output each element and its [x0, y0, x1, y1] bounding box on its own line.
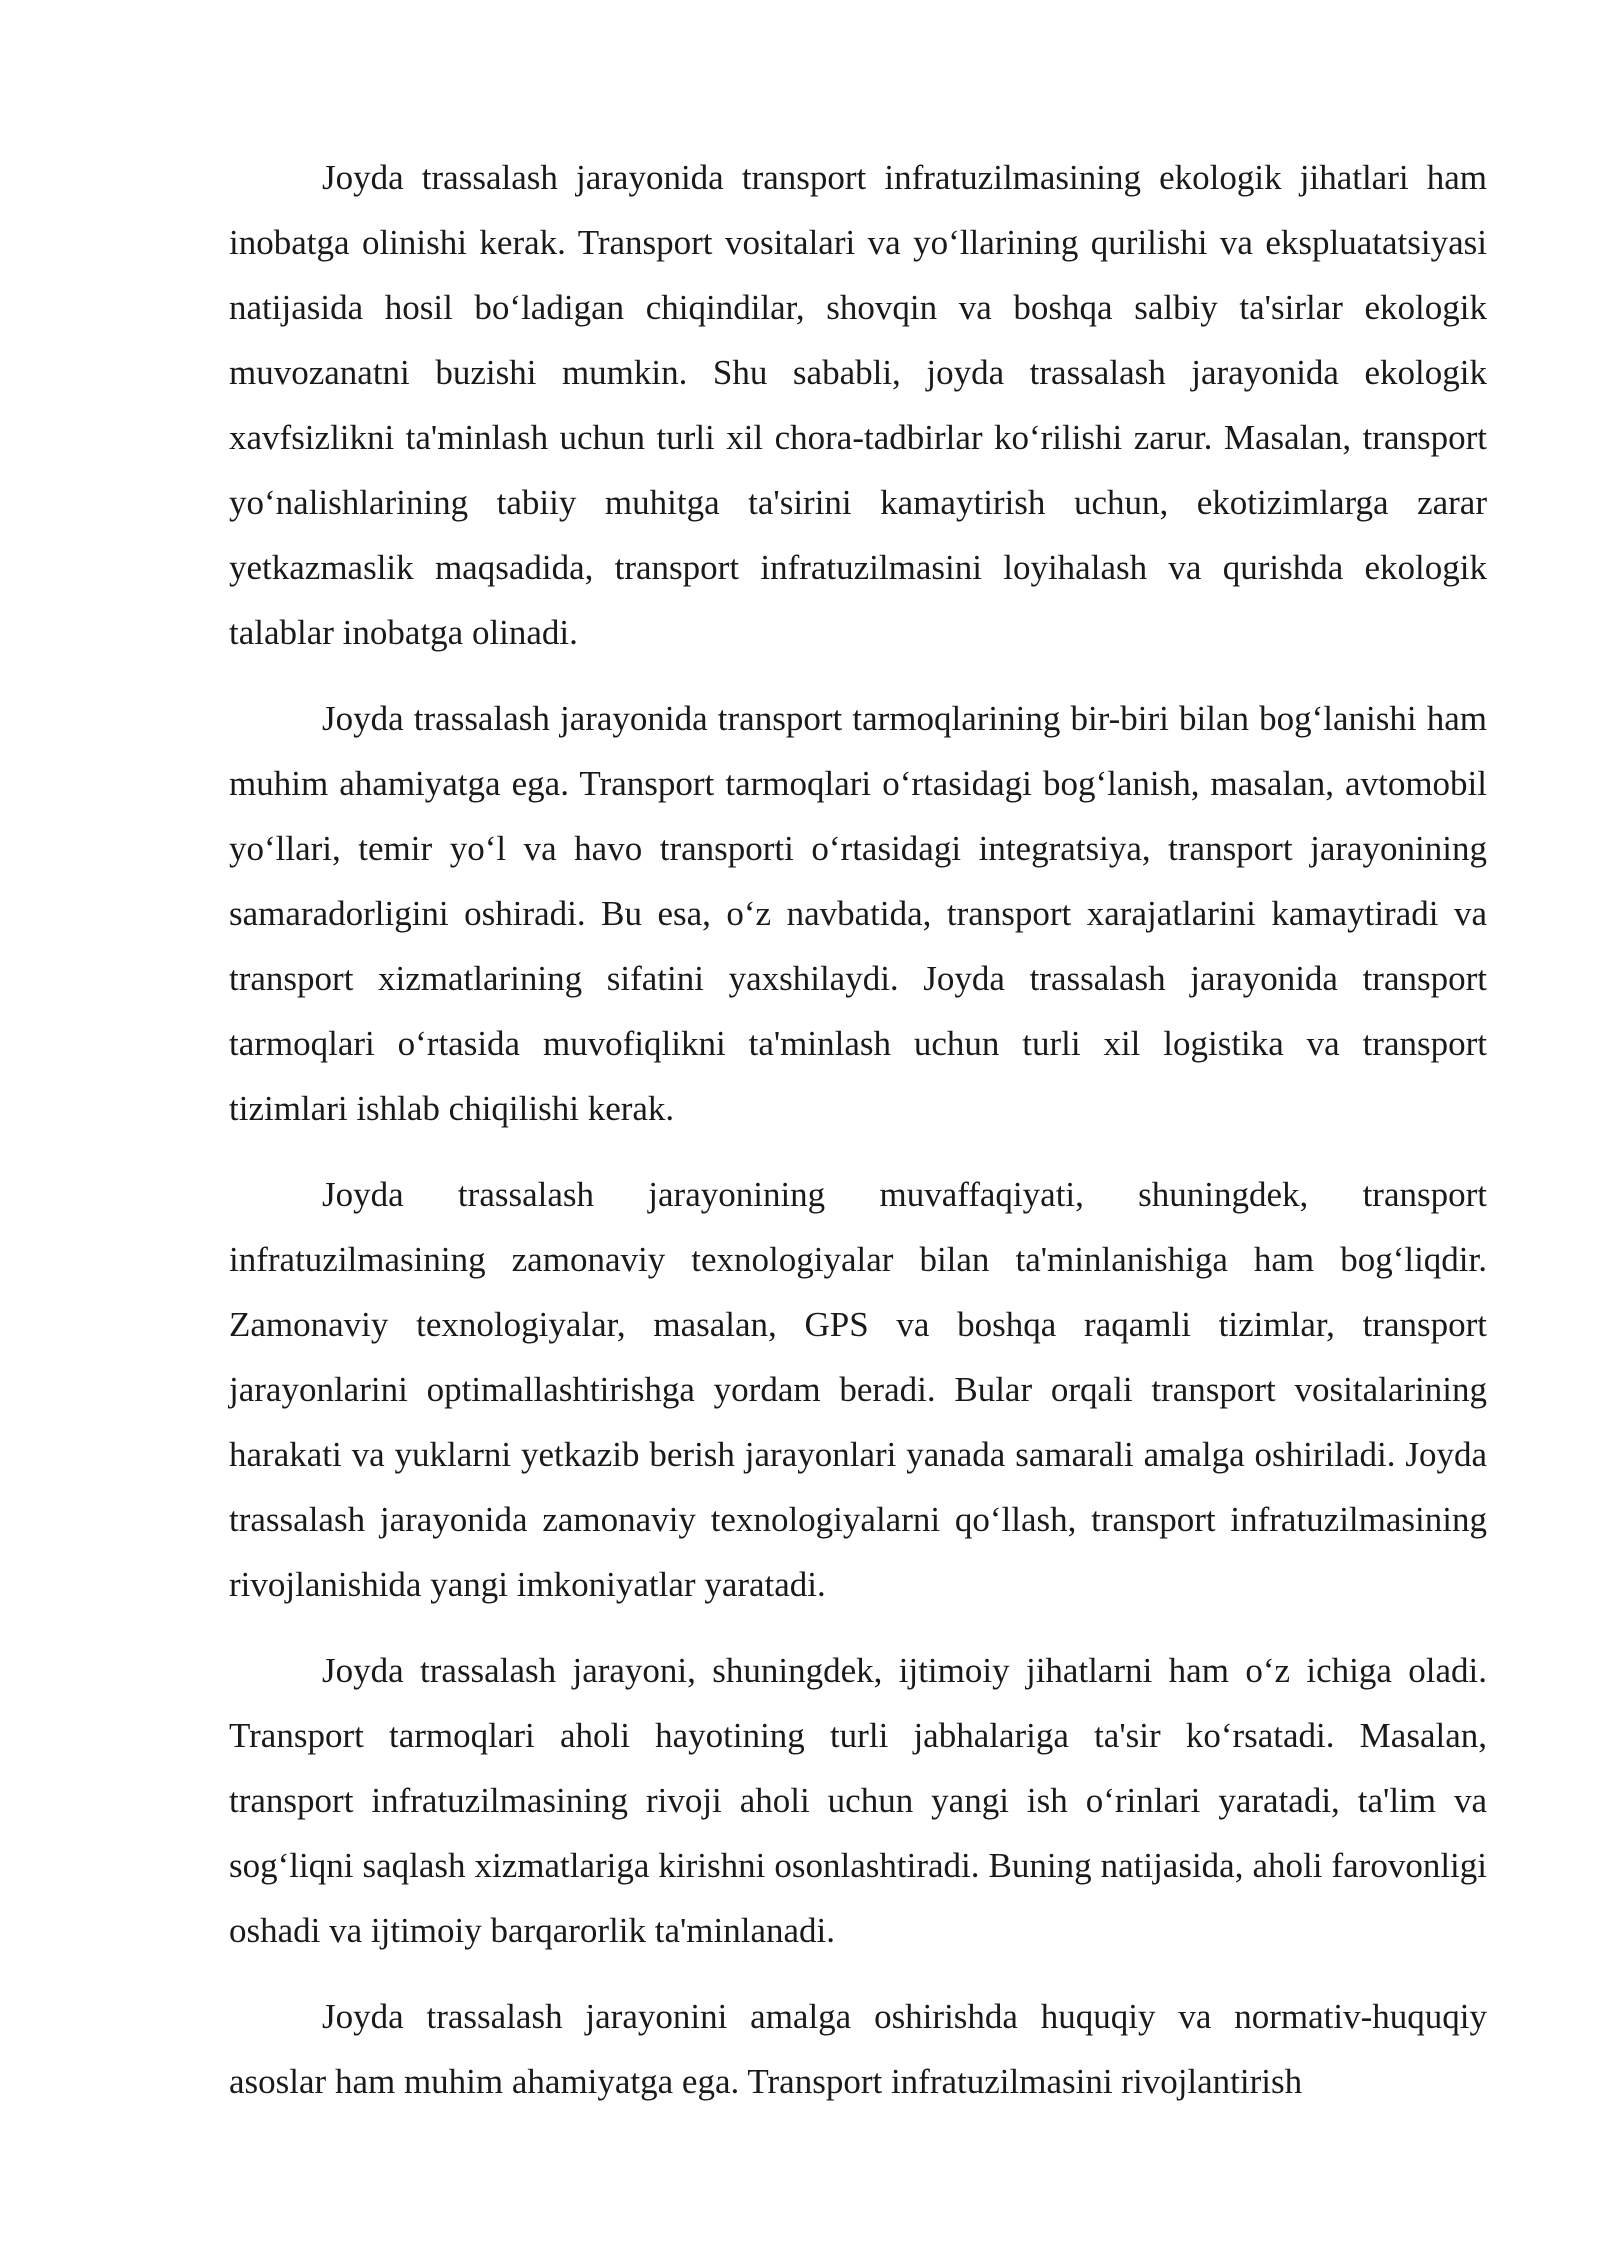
document-body [229, 145, 1487, 2114]
paragraph-network-integration: Joyda trassalash jarayonida transport tarmoqlarining bir-biri bilan bog‘lanishi ham muhim ahamiyatga ega. Transport tarmoqlari o‘rtasidagi bog‘lanish, masalan, avtomobil yo‘llari, temir yo‘l va havo transporti o‘rtasidagi integratsiya, transport jarayonining samaradorligini oshiradi. Bu esa, o‘z navbatida, transport xarajatlarini kamaytiradi va transport xizmatlarining sifatini yaxshilaydi. Joyda trassalash jarayonida transport tarmoqlari o‘rtasida muvofiqlikni ta'minlash uchun turli xil logistika va transport tizimlari ishlab chiqilishi kerak. [229, 699, 1487, 1128]
paragraph-legal-basis: Joyda trassalash jarayonini amalga oshirishda huquqiy va normativ-huquqiy asoslar ham muhim ahamiyatga ega. Transport infratuzilmasini rivojlantirish [229, 1997, 1487, 2101]
paragraph-modern-technology: Joyda trassalash jarayonining muvaffaqiyati, shuningdek, transport infratuzilmasining zamonaviy texnologiyalar bilan ta'minlanishiga ham bog‘liqdir. Zamonaviy texnologiyalar, masalan, GPS va boshqa raqamli tizimlar, transport jarayonlarini optimallashtirishga yordam beradi. Bular orqali transport vositalarining harakati va yuklarni yetkazib berish jarayonlari yanada samarali amalga oshiriladi. Joyda trassalash jarayonida zamonaviy texnologiyalarni qo‘llash, transport infratuzilmasining rivojlanishida yangi imkoniyatlar yaratadi. [229, 1175, 1487, 1604]
paragraph-social-aspects: Joyda trassalash jarayoni, shuningdek, ijtimoiy jihatlarni ham o‘z ichiga oladi. Transport tarmoqlari aholi hayotining turli jabhalariga ta'sir ko‘rsatadi. Masalan, transport infratuzilmasining rivoji aholi uchun yangi ish o‘rinlari yaratadi, ta'lim va sog‘liqni saqlash xizmatlariga kirishni osonlashtiradi. Buning natijasida, aholi farovonligi oshadi va ijtimoiy barqarorlik ta'minlanadi. [229, 1651, 1487, 1950]
paragraph-ecology: Joyda trassalash jarayonida transport infratuzilmasining ekologik jihatlari ham inobatga olinishi kerak. Transport vositalari va yo‘llarining qurilishi va ekspluatatsiyasi natijasida hosil bo‘ladigan chiqindilar, shovqin va boshqa salbiy ta'sirlar ekologik muvozanatni buzishi mumkin. Shu sababli, joyda trassalash jarayonida ekologik xavfsizlikni ta'minlash uchun turli xil chora-tadbirlar ko‘rilishi zarur. Masalan, transport yo‘nalishlarining tabiiy muhitga ta'sirini kamaytirish uchun, ekotizimlarga zarar yetkazmaslik maqsadida, transport infratuzilmasini loyihalash va qurishda ekologik talablar inobatga olinadi. [229, 158, 1487, 652]
